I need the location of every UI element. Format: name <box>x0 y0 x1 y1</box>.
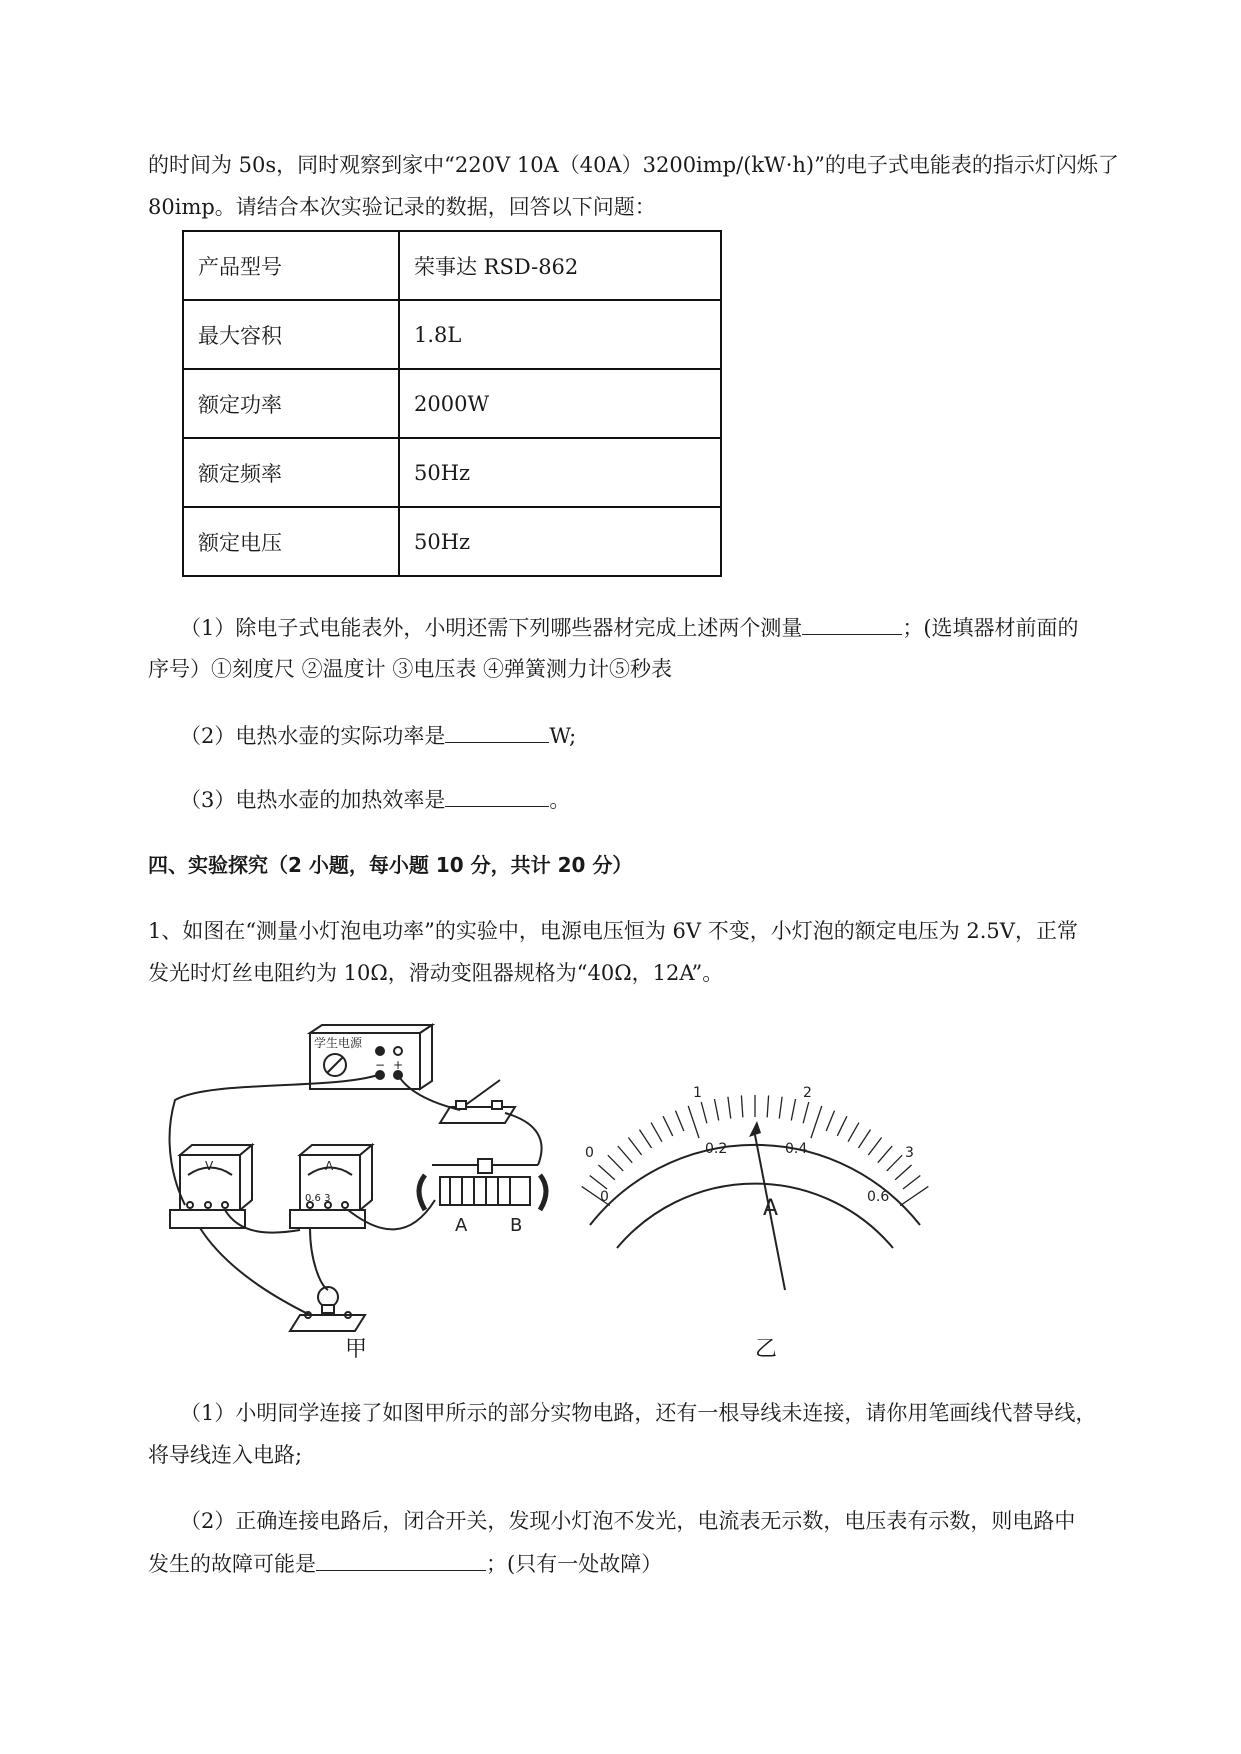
dial-tick <box>663 1116 673 1136</box>
p1-question-2-text: 发生的故障可能是 <box>148 1552 316 1576</box>
question-3-text: （3）电热水壶的加热效率是 <box>180 788 446 812</box>
spec-label: 最大容积 <box>183 300 399 369</box>
question-1-options: 序号）①刻度尺 ②温度计 ③电压表 ④弹簧测力计⑤秒表 <box>148 657 673 681</box>
figure-caption-left: 甲 <box>345 1337 368 1362</box>
power-minus-label: − <box>375 1058 386 1072</box>
dial-tick <box>895 1165 911 1180</box>
problem-1-line-1: 1、如图在“测量小灯泡电功率”的实验中，电源电压恒为 6V 不变，小灯泡的额定电压为 2.5V，正常 <box>148 919 1078 943</box>
spec-value: 1.8L <box>399 300 721 369</box>
p1-question-1-line-2: 将导线连入电路; <box>148 1443 303 1467</box>
ammeter-label: A <box>325 1159 334 1173</box>
ammeter-terminals-label: 0.6 3 <box>305 1193 331 1204</box>
question-1-tail: ；(选填器材前面的 <box>902 616 1079 640</box>
answer-blank[interactable] <box>445 720 549 743</box>
wire <box>200 1228 310 1315</box>
dial-tick <box>598 1165 614 1180</box>
dial-bottom-tick-2: 0.4 <box>785 1141 808 1157</box>
dial-tick <box>608 1155 623 1171</box>
wire <box>505 1113 542 1165</box>
table-row <box>183 300 721 369</box>
power-plus-label: + <box>393 1058 404 1072</box>
question-1-text: （1）除电子式电能表外，小明还需下列哪些器材完成上述两个测量 <box>180 616 803 640</box>
dial-tick <box>868 1137 881 1155</box>
problem-1-line-2: 发光时灯丝电阻约为 10Ω，滑动变阻器规格为“40Ω，12A”。 <box>148 961 724 985</box>
intro-line-1: 的时间为 50s，同时观察到家中“220V 10A（40A）3200imp/(kW·h)”的电子式电能表的指示灯闪烁了 <box>148 153 1119 177</box>
table-row <box>183 231 721 300</box>
ammeter <box>290 1145 372 1228</box>
dial-tick <box>767 1095 768 1117</box>
wire <box>310 1228 328 1290</box>
rheostat-a-label: A <box>455 1215 468 1236</box>
rheostat <box>419 1159 546 1210</box>
dial-tick <box>618 1146 632 1163</box>
dial-top-tick-0: 0 <box>585 1145 594 1161</box>
dial-bottom-tick-1: 0.2 <box>705 1141 728 1157</box>
question-3 <box>180 784 570 815</box>
spec-label: 额定电压 <box>183 507 399 576</box>
question-2 <box>180 720 576 751</box>
question-2-text: （2）电热水壶的实际功率是 <box>180 724 446 748</box>
dial-bottom-tick-0: 0 <box>600 1189 609 1205</box>
dial-tick <box>903 1175 920 1189</box>
spec-value: 2000W <box>399 369 721 438</box>
answer-blank[interactable] <box>316 1548 486 1571</box>
table-row <box>183 438 721 507</box>
dial-tick <box>837 1116 847 1136</box>
spec-value: 50Hz <box>399 507 721 576</box>
power-supply <box>310 1025 432 1089</box>
dial-tick <box>628 1137 641 1155</box>
question-1 <box>180 612 1079 643</box>
dial-tick <box>714 1099 718 1121</box>
spec-label: 额定频率 <box>183 438 399 507</box>
dial-tick <box>590 1175 607 1189</box>
dial-tick <box>811 1106 822 1138</box>
dial-top-tick-3: 3 <box>905 1145 914 1161</box>
table-row <box>183 369 721 438</box>
power-supply-label: 学生电源 <box>314 1036 363 1050</box>
spec-table <box>182 230 722 577</box>
dial-tick <box>675 1111 683 1131</box>
p1-question-1-line-1: （1）小明同学连接了如图甲所示的部分实物电路，还有一根导线未连接，请你用笔画线代替导线， <box>180 1401 1097 1425</box>
dial-tick <box>900 1186 928 1205</box>
ammeter-dial <box>582 1085 929 1290</box>
switch <box>440 1080 515 1123</box>
dial-tick <box>741 1095 742 1117</box>
dial-tick <box>858 1130 870 1148</box>
dial-tick <box>878 1146 892 1163</box>
dial-tick <box>651 1123 662 1142</box>
dial-bottom-tick-3: 0.6 <box>867 1189 890 1205</box>
dial-top-tick-2: 2 <box>803 1085 812 1101</box>
p1-question-2-tail: ；(只有一处故障） <box>486 1552 663 1576</box>
section-heading: 四、实验探究（2 小题，每小题 10 分，共计 20 分） <box>148 853 633 877</box>
dial-tick <box>826 1111 834 1131</box>
rheostat-b-label: B <box>510 1215 523 1236</box>
dial-tick <box>639 1130 651 1148</box>
dial-tick <box>791 1099 795 1121</box>
dial-tick <box>848 1123 859 1142</box>
dial-unit: A <box>763 1196 779 1221</box>
circuit-figure <box>170 1025 914 1345</box>
question-2-unit: W; <box>549 724 577 748</box>
spec-value: 50Hz <box>399 438 721 507</box>
voltmeter-label: V <box>205 1159 214 1173</box>
answer-blank[interactable] <box>445 784 549 807</box>
dial-tick <box>779 1097 782 1119</box>
spec-label: 产品型号 <box>183 231 399 300</box>
question-3-tail: 。 <box>549 788 571 812</box>
table-row <box>183 507 721 576</box>
dial-tick <box>887 1155 902 1171</box>
dial-top-tick-1: 1 <box>693 1085 702 1101</box>
p1-question-2-line-2 <box>148 1548 662 1579</box>
intro-line-2: 80imp。请结合本次实验记录的数据，回答以下问题： <box>148 195 656 219</box>
answer-blank[interactable] <box>802 612 902 635</box>
dial-tick <box>701 1102 707 1123</box>
dial-tick <box>688 1106 699 1138</box>
figure-caption-right: 乙 <box>755 1337 778 1362</box>
dial-tick <box>803 1102 809 1123</box>
spec-label: 额定功率 <box>183 369 399 438</box>
lamp <box>290 1287 365 1331</box>
dial-tick <box>728 1097 731 1119</box>
voltmeter <box>170 1145 252 1228</box>
spec-value: 荣事达 RSD-862 <box>399 231 721 300</box>
p1-question-2-line-1: （2）正确连接电路后，闭合开关，发现小灯泡不发光，电流表无示数，电压表有示数，则电路中 <box>180 1509 1076 1533</box>
